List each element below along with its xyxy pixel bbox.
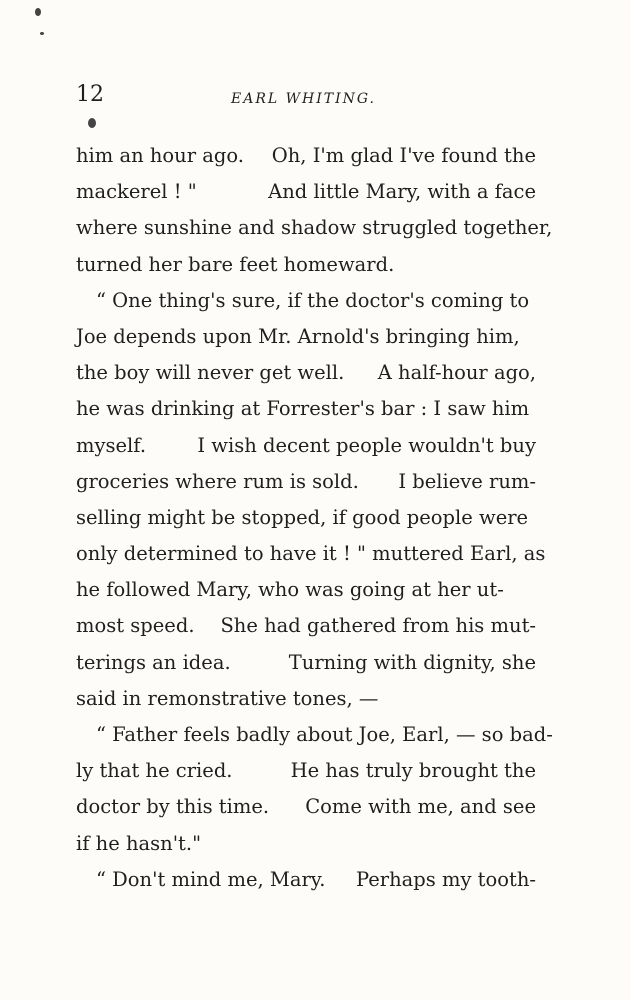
- text-line: [76, 247, 536, 283]
- text-segment: Come with me, and see: [305, 795, 536, 819]
- text-segment: groceries where rum is sold.: [76, 469, 359, 493]
- text-segment: “ One thing's sure, if the doctor's coming to: [96, 288, 530, 312]
- text-segment: “ Father feels badly about Joe, Earl, — so bad-: [96, 723, 553, 746]
- text-segment: mackerel ! ": [76, 180, 197, 204]
- text-segment: A half-hour ago,: [377, 361, 536, 385]
- text-segment: I wish decent people wouldn't buy: [197, 433, 536, 457]
- text-line: [76, 753, 536, 789]
- text-segment: turned her bare feet homeward.: [76, 252, 395, 276]
- text-line: [76, 645, 536, 681]
- text-segment: Turning with dignity, she: [288, 650, 536, 674]
- text-line: [76, 428, 536, 464]
- text-segment: doctor by this time.: [76, 795, 270, 819]
- text-line: [76, 319, 536, 355]
- text-line: [76, 391, 536, 427]
- ink-speck: [40, 32, 44, 35]
- text-line: [76, 608, 536, 644]
- ink-speck: [88, 118, 96, 128]
- text-segment: And little Mary, with a face: [268, 180, 536, 204]
- text-segment: if he hasn't.": [76, 831, 202, 855]
- text-segment: ly that he cried.: [76, 759, 233, 783]
- text-line: [76, 283, 536, 319]
- text-segment: where sunshine and shadow struggled together,: [76, 216, 553, 240]
- text-segment: he was drinking at Forrester's bar : I saw him: [76, 397, 530, 421]
- text-line: [76, 789, 536, 825]
- ink-speck: [35, 8, 41, 16]
- text-segment: he followed Mary, who was going at her ut-: [76, 578, 504, 602]
- body-text: [76, 138, 553, 898]
- text-segment: him an hour ago.: [76, 144, 244, 167]
- text-segment: I believe rum-: [398, 469, 536, 493]
- page-header: [76, 82, 536, 112]
- text-segment: Joe depends upon Mr. Arnold's bringing him,: [76, 324, 520, 348]
- text-segment: Perhaps my tooth-: [356, 867, 536, 891]
- text-line: [76, 572, 536, 608]
- text-segment: only determined to have it ! " muttered Earl, as: [76, 542, 546, 566]
- text-segment: terings an idea.: [76, 650, 231, 674]
- text-segment: “ Don't mind me, Mary.: [96, 867, 326, 891]
- text-line: [76, 681, 536, 717]
- text-segment: most speed.: [76, 614, 195, 638]
- text-segment: Oh, I'm glad I've found the: [271, 144, 536, 167]
- text-line: [76, 536, 546, 572]
- running-head: EARL WHITING.: [231, 91, 376, 107]
- text-line: [76, 174, 536, 210]
- text-segment: selling might be stopped, if good people were: [76, 505, 529, 529]
- text-segment: He has truly brought the: [290, 759, 536, 783]
- text-line: [76, 862, 536, 898]
- text-line: [76, 138, 536, 174]
- text-line: [76, 464, 536, 500]
- text-line: [76, 210, 553, 246]
- text-line: [76, 500, 536, 536]
- page-number: 12: [76, 82, 104, 107]
- text-segment: said in remonstrative tones, —: [76, 686, 379, 710]
- text-segment: She had gathered from his mut-: [220, 614, 536, 638]
- text-line: [76, 826, 536, 862]
- text-line: [76, 717, 553, 753]
- text-segment: myself.: [76, 433, 147, 457]
- text-segment: the boy will never get well.: [76, 361, 345, 385]
- text-line: [76, 355, 536, 391]
